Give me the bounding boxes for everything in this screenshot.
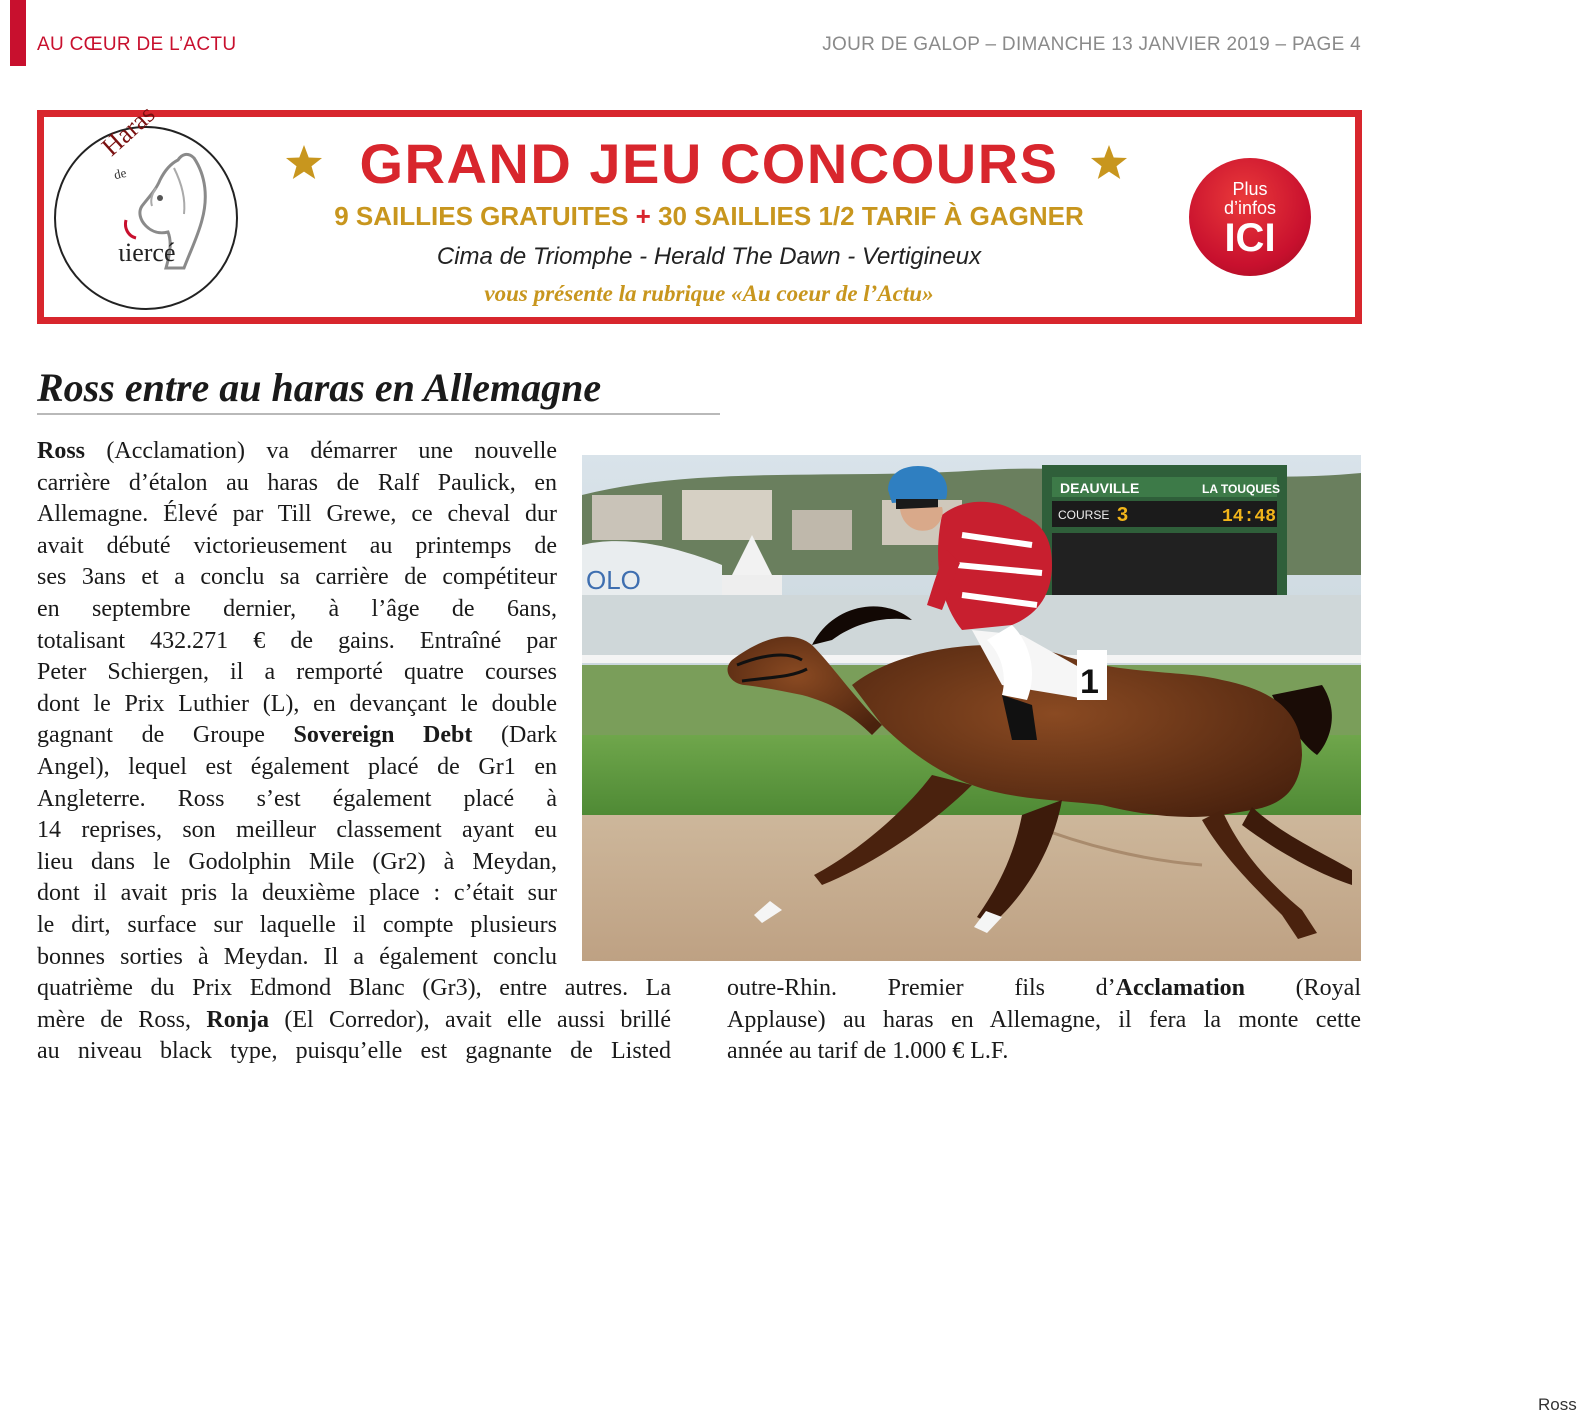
bold-name: Acclamation: [1115, 975, 1245, 1001]
text-line: [37, 499, 557, 531]
horse-head-icon: [56, 128, 240, 312]
text-run: totalisant 432.271 € de gains. Entraîné par: [37, 627, 557, 654]
logo-text-haras: Haras: [96, 99, 161, 162]
text-line: [37, 1036, 671, 1068]
text-run: ses 3ans et a conclu sa carrière de compétiteur: [37, 564, 557, 591]
section-color-bar: [10, 0, 26, 66]
text-run: Allemagne. Élevé par Till Grewe, ce cheval dur: [37, 501, 557, 528]
text-run: Angel), lequel est également placé de Gr1 en: [37, 753, 557, 780]
text-run: année au tarif de 1.000 € L.F.: [727, 1038, 1009, 1065]
text-run: carrière d’étalon au haras de Ralf Paulick, en: [37, 469, 557, 496]
text-line: [37, 531, 557, 563]
headline-rule: [37, 413, 720, 415]
scoreboard-course: COURSE: [1058, 508, 1110, 522]
text-line: [727, 1036, 1361, 1068]
more-info-line2: d’infos: [1223, 198, 1277, 218]
text-run: 14 reprises, son meilleur classement ayant eu: [37, 817, 557, 844]
text-line: [37, 910, 557, 942]
scoreboard-right: LA TOUQUES: [1202, 482, 1281, 496]
text-run: gagnant de Groupe: [37, 722, 294, 749]
text-line: [37, 657, 557, 689]
more-info-line1: Plus: [1232, 179, 1268, 199]
text-run: bonnes sorties à Meydan. Il a également conclu: [37, 943, 557, 970]
text-line: [37, 720, 557, 752]
text-line: [37, 878, 557, 910]
text-run: (Royal: [1244, 975, 1361, 1001]
text-run: Peter Schiergen, il a remporté quatre courses: [37, 659, 557, 686]
text-run: le dirt, surface sur laquelle il compte plusieurs: [37, 911, 557, 938]
text-run: en septembre dernier, à l’âge de 6ans,: [37, 595, 557, 622]
text-line: [727, 1005, 1361, 1037]
text-line: [37, 752, 557, 784]
text-run: (El Corredor), avait elle aussi brillé: [269, 1006, 671, 1033]
banner-title: GRAND JEU CONCOURS: [359, 132, 1059, 195]
text-run: dont il avait pris la deuxième place : c’était sur: [37, 880, 557, 907]
bold-name: Sovereign Debt: [293, 722, 473, 749]
article-headline: Ross entre au haras en Allemagne: [37, 365, 602, 410]
scoreboard-time: 14:48: [1222, 507, 1277, 527]
text-run: (Dark: [472, 722, 557, 749]
bold-name: Ross: [37, 438, 86, 464]
scoreboard-number: 3: [1117, 504, 1129, 526]
text-run: au niveau black type, puisqu’elle est gagnante de Listed: [37, 1038, 671, 1065]
running-head: JOUR DE GALOP – DIMANCHE 13 JANVIER 2019 – PAGE 4: [822, 34, 1361, 55]
text-line: [37, 626, 557, 658]
text-line: [37, 973, 671, 1005]
text-line: [727, 973, 1361, 1005]
article-column-1: [37, 436, 557, 973]
text-run: mère de Ross,: [37, 1006, 207, 1033]
bold-name: Ronja: [206, 1006, 270, 1033]
text-run: outre-Rhin. Premier fils d’: [727, 975, 1116, 1001]
saddle-number: 1: [1080, 663, 1099, 701]
scoreboard-left: DEAUVILLE: [1060, 480, 1140, 496]
banner-subtitle-plus: +: [635, 201, 651, 231]
article-column-3: [727, 973, 1361, 1068]
text-run: Angleterre. Ross s’est également placé à: [37, 785, 557, 812]
text-run: Applause) au haras en Allemagne, il fera la monte cette: [727, 1006, 1361, 1033]
text-run: avait débuté victorieusement au printemps de: [37, 532, 557, 559]
more-info-button[interactable]: [1189, 158, 1311, 276]
text-line: [37, 594, 557, 626]
banner-subtitle-free: 9 SAILLIES GRATUITES: [334, 201, 636, 231]
text-line: [37, 689, 557, 721]
star-icon: [284, 143, 324, 183]
tent-text: OLO: [586, 565, 641, 595]
text-line: [37, 942, 557, 974]
banner-sires: Cima de Triomphe - Herald The Dawn - Vertigineux: [436, 243, 982, 270]
text-line: [37, 784, 557, 816]
section-label: AU CŒUR DE L’ACTU: [37, 34, 237, 55]
text-line: [37, 1005, 671, 1037]
star-icon: [1089, 143, 1129, 183]
article-column-2: [37, 973, 671, 1068]
text-run: lieu dans le Godolphin Mile (Gr2) à Meydan,: [37, 848, 557, 875]
photo-caption: Ross: [1532, 1394, 1583, 1416]
text-line: [37, 562, 557, 594]
banner-subtitle-half: 30 SAILLIES 1/2 TARIF À GAGNER: [650, 201, 1084, 231]
text-line: [37, 815, 557, 847]
logo-text-de: de: [112, 164, 128, 183]
contest-banner[interactable]: [37, 99, 1362, 324]
logo-text-pierce: ɩiercé: [118, 238, 176, 267]
more-info-line3: ICI: [1224, 216, 1276, 260]
text-run: quatrième du Prix Edmond Blanc (Gr3), entre autres. La: [37, 975, 671, 1001]
race-photo-image: [582, 455, 1361, 961]
banner-subtitle: [274, 201, 1144, 232]
text-line: [37, 468, 557, 500]
text-run: (Acclamation) va démarrer une nouvelle: [85, 438, 557, 464]
text-line: [37, 436, 557, 468]
banner-tagline: vous présente la rubrique «Au coeur de l’Actu»: [484, 281, 934, 306]
text-run: dont le Prix Luthier (L), en devançant le double: [37, 690, 557, 717]
text-line: [37, 847, 557, 879]
haras-logo: [54, 99, 238, 310]
